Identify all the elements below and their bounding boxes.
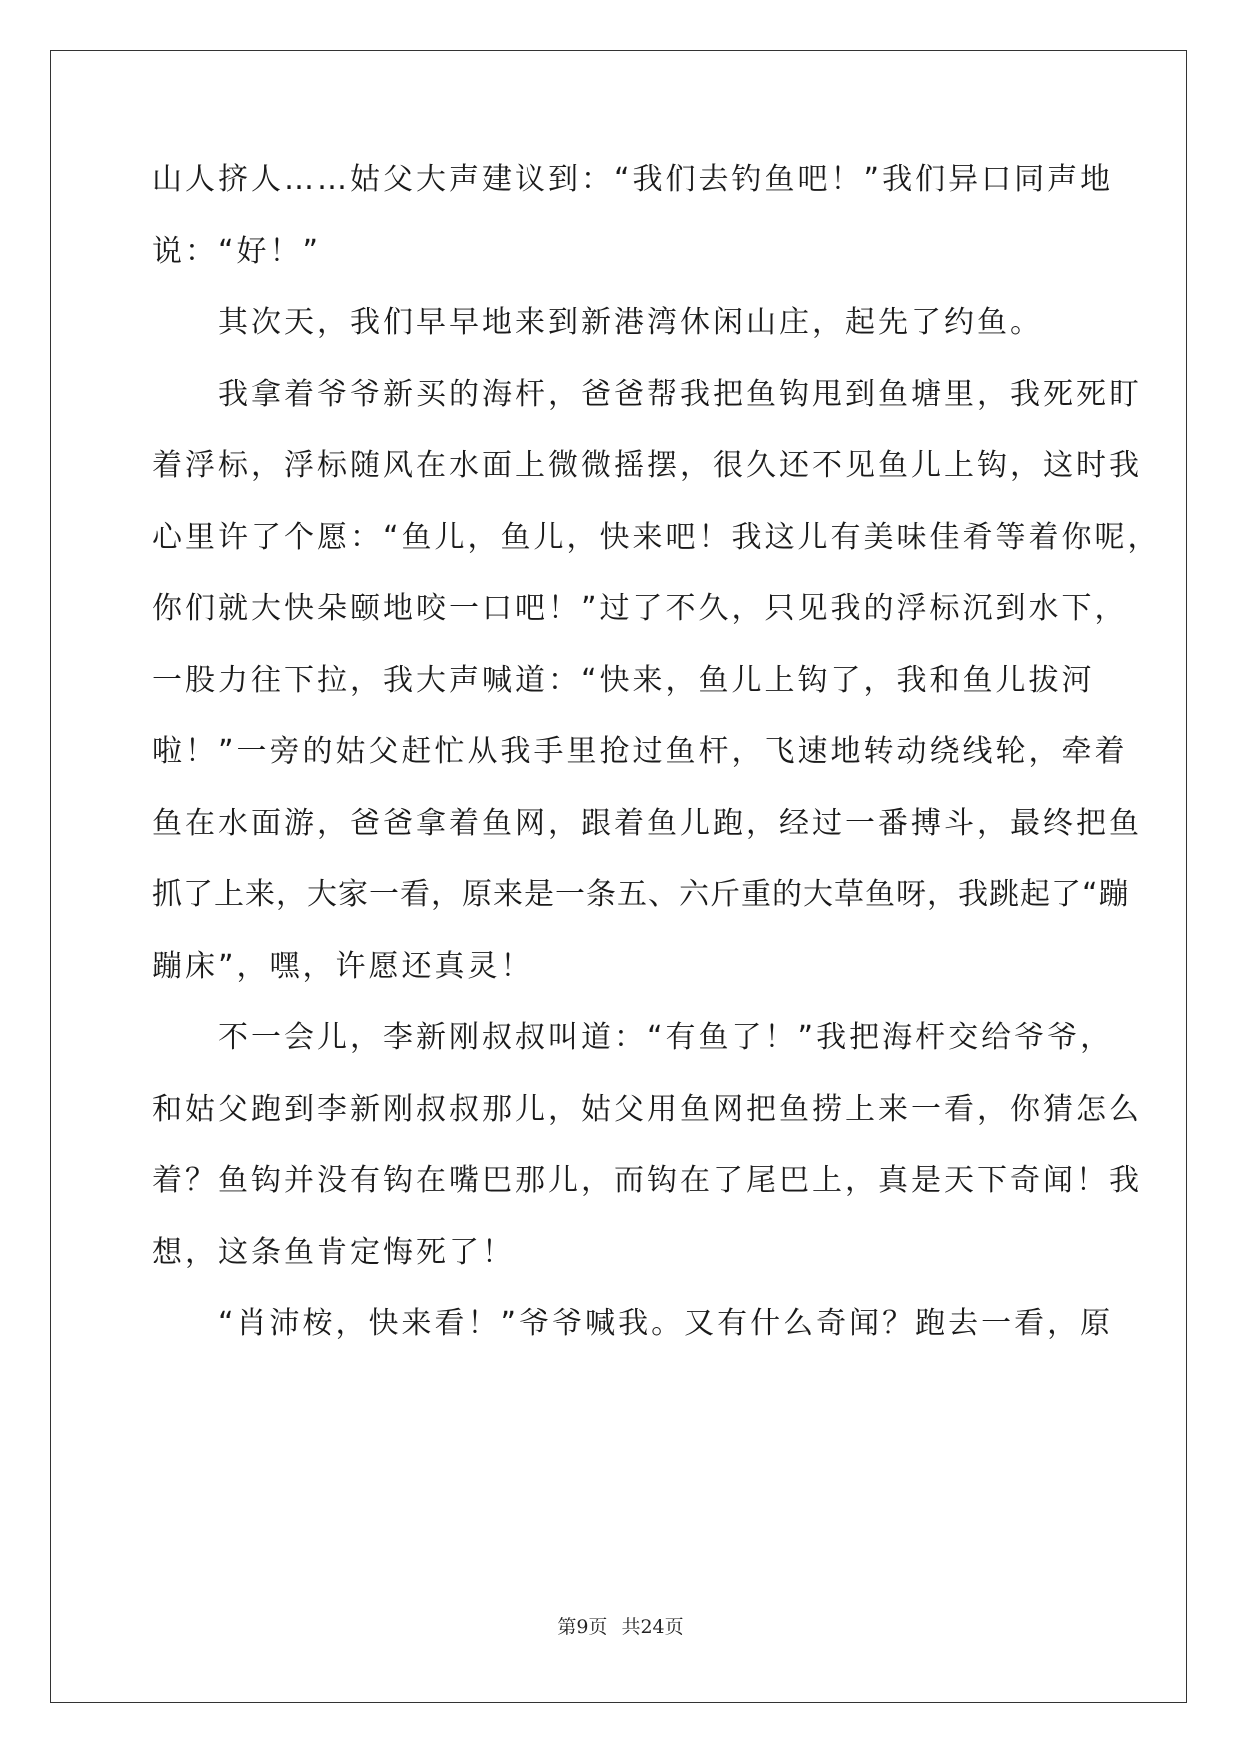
text-line: 一股力往下拉，我大声喊道：“快来，鱼儿上钩了，我和鱼儿拔河: [152, 663, 1095, 698]
text-line: 和姑父跑到李新刚叔叔那儿，姑父用鱼网把鱼捞上来一看，你猜怎么: [152, 1092, 1142, 1127]
page-number: 第9页: [557, 1616, 608, 1638]
text-line: 山人挤人……姑父大声建议到：“我们去钓鱼吧！”我们异口同声地: [152, 162, 1114, 197]
text-line: “肖沛桉，快来看！”爷爷喊我。又有什么奇闻？跑去一看，原: [152, 1306, 1114, 1341]
text-line: 不一会儿，李新刚叔叔叫道：“有鱼了！”我把海杆交给爷爷，: [152, 1020, 1114, 1055]
page-total: 共24页: [621, 1616, 684, 1638]
text-line: 心里许了个愿：“鱼儿，鱼儿，快来吧！我这儿有美味佳肴等着你呢，: [152, 520, 1161, 555]
text-line: 抓了上来，大家一看，原来是一条五、六斤重的大草鱼呀，我跳起了“蹦: [152, 877, 1130, 912]
text-line: 想，这条鱼肯定悔死了！: [152, 1235, 515, 1270]
text-line: 鱼在水面游，爸爸拿着鱼网，跟着鱼儿跑，经过一番搏斗，最终把鱼: [152, 806, 1142, 841]
text-line: 着浮标，浮标随风在水面上微微摇摆，很久还不见鱼儿上钩，这时我: [152, 448, 1142, 483]
text-line: 蹦床”，嘿，许愿还真灵！: [152, 949, 534, 984]
text-line: 啦！”一旁的姑父赶忙从我手里抢过鱼杆，飞速地转动绕线轮，牵着: [152, 734, 1128, 769]
page-footer: [0, 1612, 1241, 1639]
text-line: 我拿着爷爷新买的海杆，爸爸帮我把鱼钩甩到鱼塘里，我死死盯: [152, 377, 1142, 412]
text-line: 你们就大快朵颐地咬一口吧！”过了不久，只见我的浮标沉到水下，: [152, 591, 1128, 626]
text-line: 其次天，我们早早地来到新港湾休闲山庄，起先了约鱼。: [152, 305, 1043, 340]
text-line: 说：“好！”: [152, 234, 322, 269]
text-line: 着？鱼钩并没有钩在嘴巴那儿，而钩在了尾巴上，真是天下奇闻！我: [152, 1163, 1142, 1198]
